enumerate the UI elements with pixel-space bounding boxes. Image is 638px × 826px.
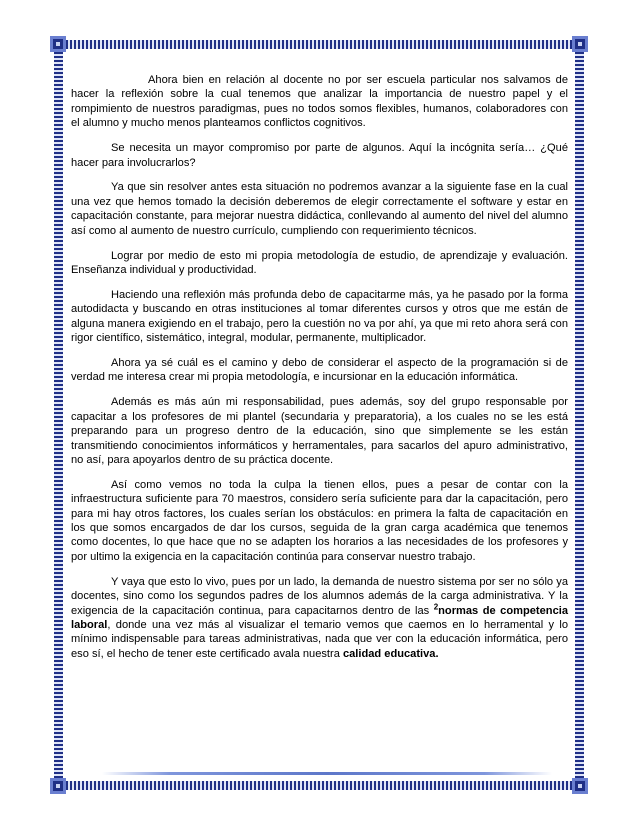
paragraph: Además es más aún mi responsabilidad, pues además, soy del grupo responsable por capacitar a los profesores de mi plantel (secundaria y preparatoria), a los cuales no se les está preparando para un progreso dentro de la educación, sino que simplemente se les están transmitiendo conocimientos informáticos y herramentales, para sacarlos del apuro administrativo, no así, para apoyarlos dentro de su práctica docente.: [71, 396, 568, 466]
paragraph: Lograr por medio de esto mi propia metodología de estudio, de aprendizaje y evaluación. Enseñanza individual y productividad.: [71, 249, 568, 276]
text-run: Y vaya que esto lo vivo, pues por un lado, la demanda de nuestro sistema por ser no sólo ya docentes, sino como los segundos padres de los alumnos además de la carga administrativa. Y la exigencia de la capacitación continua, para capacitarnos dentro de las: [71, 575, 568, 617]
border-corner-ornament: [50, 36, 66, 52]
border-corner-ornament: [572, 778, 588, 794]
border-top: [62, 40, 576, 49]
border-right: [575, 48, 584, 782]
text-run: , donde una vez más al visualizar el temario vemos que caemos en lo herramental y lo mínimo indispensable para tareas administrativas, nada que ver con la educación informática, pero eso sí, el hecho de tener este certificado avala nuestra: [71, 619, 568, 660]
bold-term: normas de competencia laboral: [71, 604, 568, 631]
footer-decorative-rule: [102, 772, 552, 775]
border-corner-ornament: [50, 778, 66, 794]
paragraph: Así como vemos no toda la culpa la tienen ellos, pues a pesar de contar con la infraestructura suficiente para 70 maestros, considero sería suficiente para dar la capacitación, pero para mi hay otros factores, los cuales serían los obstáculos: en primera la falta de capacitación en los que somos encargados de dar los cursos, seguida de la gran carga académica que tenemos como docentes, lo que hace que no se adapten los horarios a las necesidades de los profesores y por ultimo la exigencia en la capacitación continúa para conservar nuestro trabajo.: [71, 478, 568, 563]
bold-term: calidad educativa.: [342, 647, 439, 660]
paragraph: Haciendo una reflexión más profunda debo de capacitarme más, ya he pasado por la forma autodidacta y buscando en otras instituciones al tomar diferentes cursos y otros que me están de alguna manera exigiendo en el trabajo, pero la cuestión no va por ahí, ya que mi reto ahora será con rigor científico, sistemático, integral, modular, permanente, multiplicador.: [71, 288, 568, 345]
border-left: [54, 48, 63, 782]
paragraph: Ya que sin resolver antes esta situación no podremos avanzar a la siguiente fase en la cual una vez que hemos tomado la decisión deberemos de elegir correctamente el software y estar en capacitación constante, para mejorar nuestra didáctica, conllevando al aumento del nivel del alumno así como al aumento de nuestro currículo, cumpliendo con requerimiento técnicos.: [71, 181, 568, 237]
footnote-marker: 2: [433, 601, 439, 611]
border-bottom: [62, 781, 576, 790]
body-text: [71, 73, 568, 661]
border-corner-ornament: [572, 36, 588, 52]
paragraph: Ahora ya sé cuál es el camino y debo de considerar el aspecto de la programación si de verdad me interesa crear mi propia metodología, e incursionar en la educación informática.: [71, 357, 568, 384]
paragraph: Se necesita un mayor compromiso por parte de algunos. Aquí la incógnita sería… ¿Qué hacer para involucrarlos?: [71, 142, 568, 169]
paragraph: Ahora bien en relación al docente no por ser escuela particular nos salvamos de hacer la reflexión sobre la cual tenemos que analizar la importancia de nuestro papel y el rompimiento de nuestros paradigmas, pues no todos somos flexibles, humanos, colaboradores con el alumno y mucho menos planteamos conflictos cognitivos.: [71, 74, 568, 130]
paragraph-last: [71, 575, 568, 661]
